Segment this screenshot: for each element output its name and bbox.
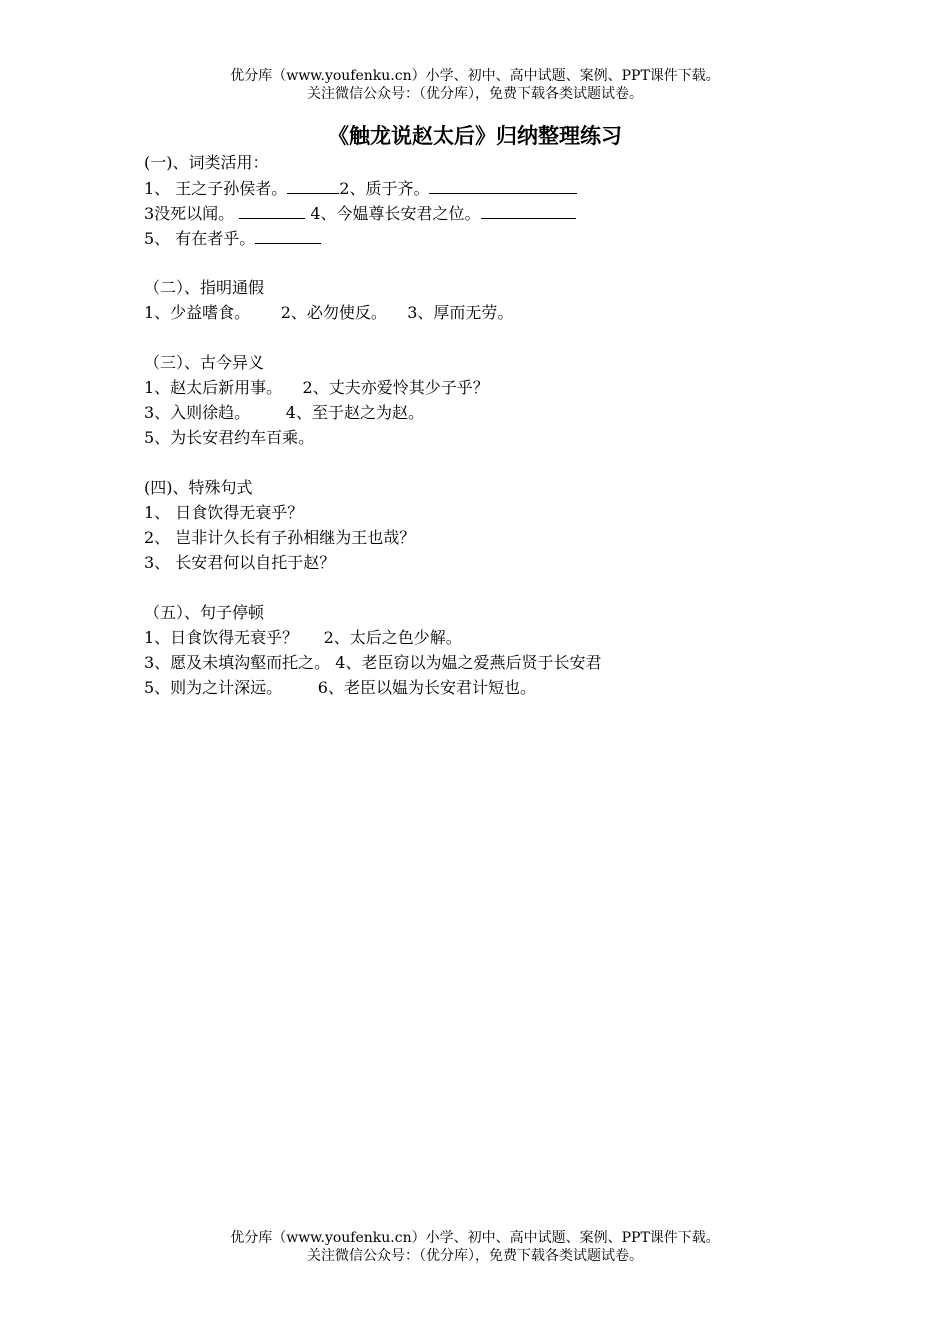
spacer bbox=[144, 250, 824, 275]
spacer bbox=[144, 325, 824, 350]
question-text: 1、 王之子孙侯者。 bbox=[144, 179, 288, 198]
section-4-line-2: 2、 岂非计久长有子孙相继为王也哉？ bbox=[144, 528, 416, 547]
answer-blank[interactable] bbox=[255, 225, 321, 244]
answer-blank[interactable] bbox=[287, 175, 339, 194]
section-3-line-1: 1、赵太后新用事。 2、丈夫亦爱怜其少子乎？ bbox=[144, 378, 489, 397]
section-4-heading: (四)、特殊句式 bbox=[144, 478, 253, 497]
page-footer bbox=[0, 1229, 950, 1265]
header-line-2: 关注微信公众号：（优分库），免费下载各类试题试卷。 bbox=[307, 86, 643, 102]
section-1-line-3 bbox=[144, 225, 824, 250]
section-5-line-3: 5、则为之计深远。 6、老臣以媪为长安君计短也。 bbox=[144, 678, 536, 697]
section-1-line-2 bbox=[144, 200, 824, 225]
section-5-line-2: 3、愿及未填沟壑而托之。 4、老臣窃以为媪之爱燕后贤于长安君 bbox=[144, 653, 602, 672]
document-body bbox=[144, 150, 824, 700]
footer-line-1: 优分库（www.youfenku.cn）小学、初中、高中试题、案例、PPT课件下载。 bbox=[230, 1230, 720, 1246]
section-3-heading: （三）、古今异义 bbox=[144, 353, 265, 372]
section-4-line-3: 3、 长安君何以自托于赵？ bbox=[144, 553, 336, 572]
section-3-line-2: 3、入则徐趋。 4、至于赵之为赵。 bbox=[144, 403, 424, 422]
question-text: 3没死以闻。 bbox=[144, 204, 240, 223]
header-line-1: 优分库（www.youfenku.cn）小学、初中、高中试题、案例、PPT课件下载。 bbox=[230, 68, 720, 84]
spacer bbox=[144, 450, 824, 475]
answer-blank[interactable] bbox=[481, 200, 576, 219]
section-1-heading: (一)、词类活用： bbox=[144, 153, 269, 172]
question-text: 2、质于齐。 bbox=[339, 179, 430, 198]
answer-blank[interactable] bbox=[429, 175, 577, 194]
section-2-line-1: 1、少益嗜食。 2、必勿使反。 3、厚而无劳。 bbox=[144, 303, 514, 322]
spacer bbox=[144, 575, 824, 600]
question-text: 5、 有在者乎。 bbox=[144, 229, 256, 248]
section-3-line-3: 5、为长安君约车百乘。 bbox=[144, 428, 315, 447]
section-4-line-1: 1、 日食饮得无衰乎？ bbox=[144, 503, 304, 522]
section-2-heading: （二）、指明通假 bbox=[144, 278, 265, 297]
answer-blank[interactable] bbox=[239, 200, 305, 219]
section-5-heading: （五）、句子停顿 bbox=[144, 603, 265, 622]
section-5-line-1: 1、日食饮得无衰乎？ 2、太后之色少解。 bbox=[144, 628, 462, 647]
document-title: 《触龙说赵太后》归纳整理练习 bbox=[328, 123, 622, 148]
question-text: 4、今媪尊长安君之位。 bbox=[305, 204, 481, 223]
section-1-line-1 bbox=[144, 175, 824, 200]
page-header bbox=[0, 67, 950, 103]
footer-line-2: 关注微信公众号：（优分库），免费下载各类试题试卷。 bbox=[307, 1248, 643, 1264]
